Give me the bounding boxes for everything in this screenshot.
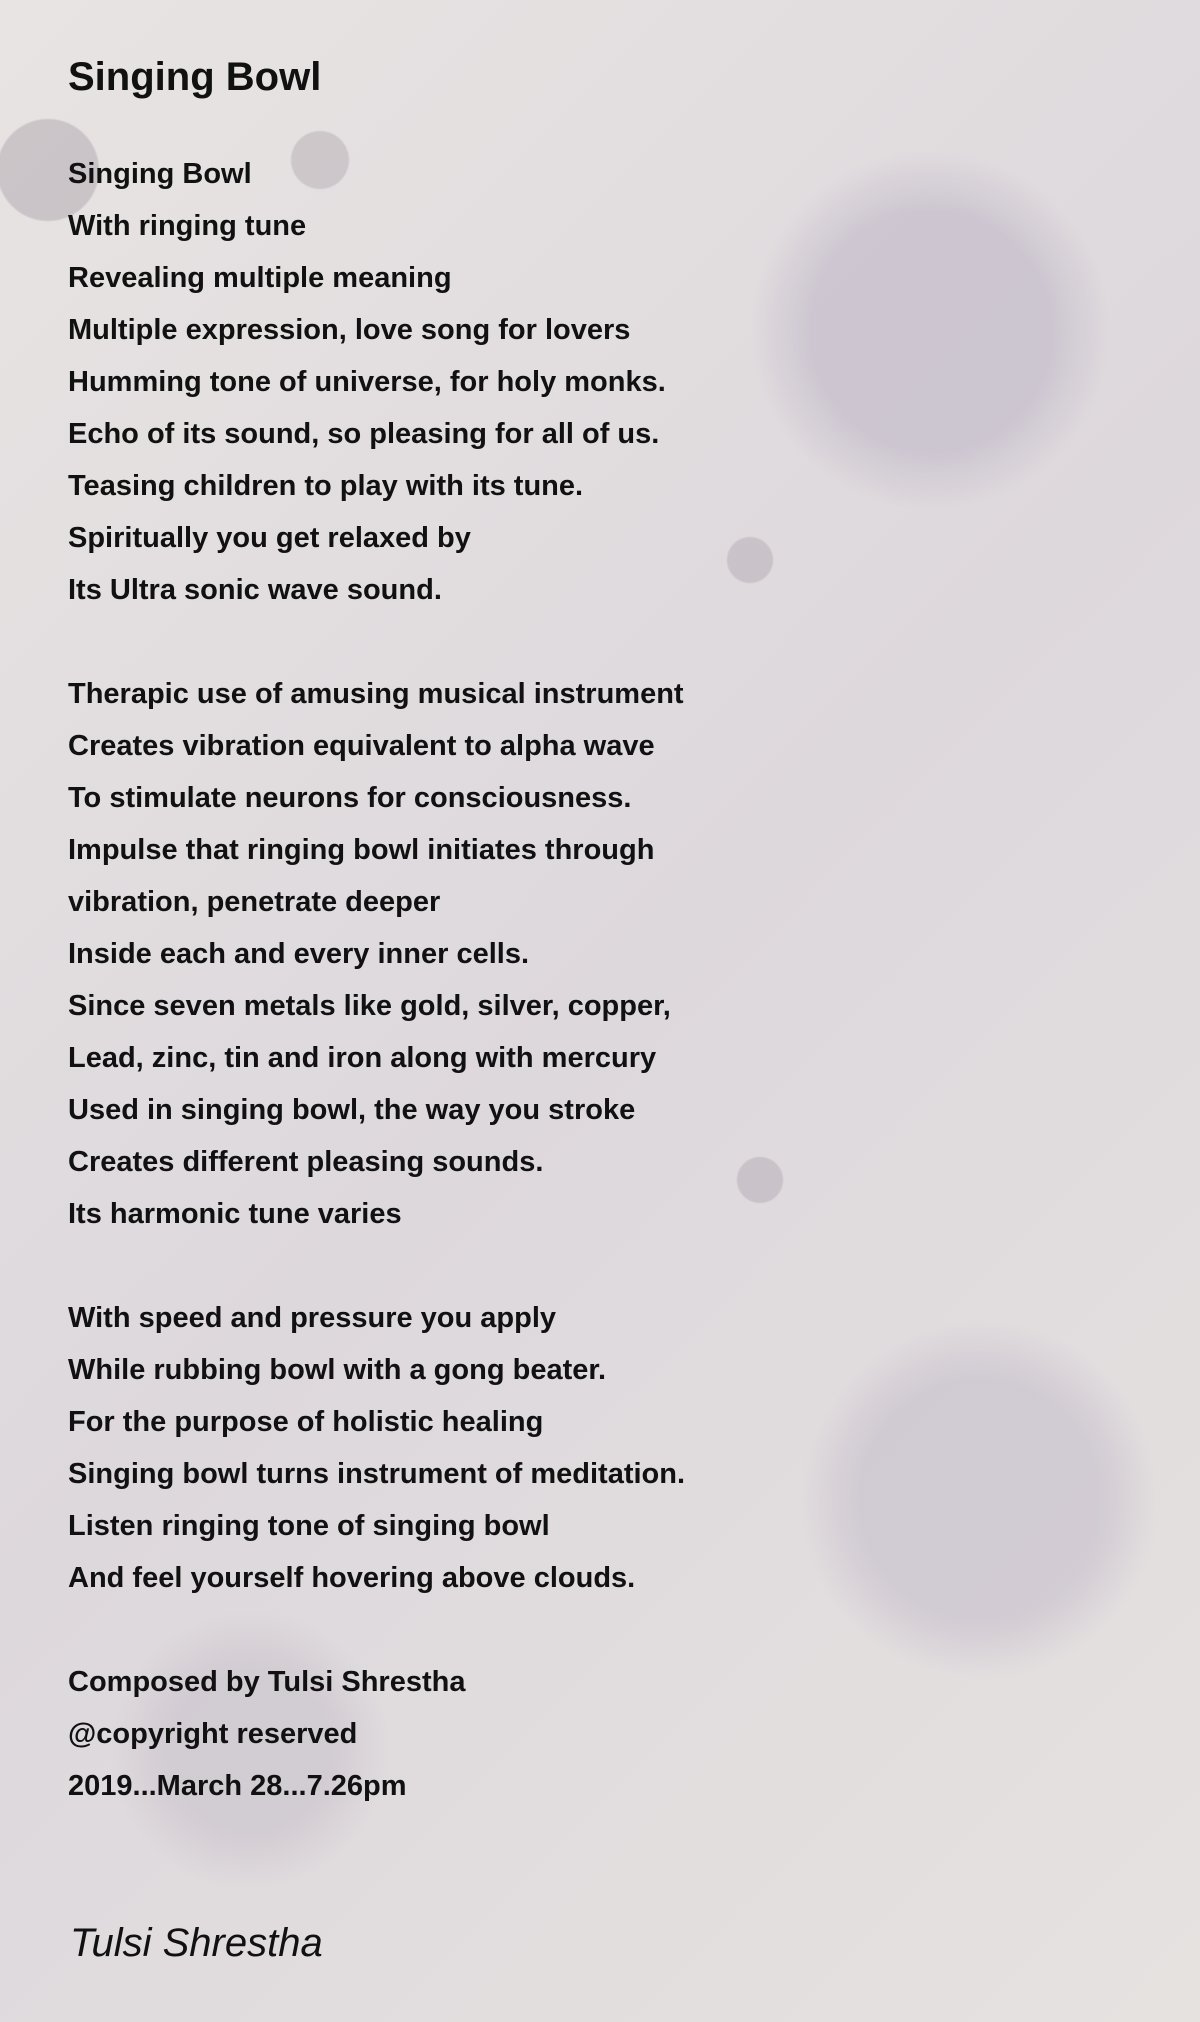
poem-line: Composed by Tulsi Shrestha bbox=[68, 1666, 466, 1698]
poem-line: Its harmonic tune varies bbox=[68, 1198, 402, 1230]
poem-line: Revealing multiple meaning bbox=[68, 262, 452, 294]
poem-line: Singing Bowl bbox=[68, 158, 252, 190]
poem-line: Singing bowl turns instrument of meditation. bbox=[68, 1458, 686, 1490]
poem-line: Its Ultra sonic wave sound. bbox=[68, 574, 442, 606]
poem-line: vibration, penetrate deeper bbox=[68, 886, 441, 918]
stanza-break bbox=[68, 616, 685, 668]
poem-author: Tulsi Shrestha bbox=[70, 1921, 323, 1965]
poem-line: While rubbing bowl with a gong beater. bbox=[68, 1354, 607, 1386]
poem-line: Humming tone of universe, for holy monks. bbox=[68, 366, 666, 398]
poem-line: Teasing children to play with its tune. bbox=[68, 470, 584, 502]
poem-line: @copyright reserved bbox=[68, 1718, 358, 1750]
poem-line: Multiple expression, love song for lovers bbox=[68, 314, 631, 346]
poem-line: To stimulate neurons for consciousness. bbox=[68, 782, 632, 814]
poem-line: Used in singing bowl, the way you stroke bbox=[68, 1094, 636, 1126]
poem-line: Spiritually you get relaxed by bbox=[68, 522, 471, 554]
poem-line: Creates vibration equivalent to alpha wave bbox=[68, 730, 655, 762]
poem-line: Creates different pleasing sounds. bbox=[68, 1146, 544, 1178]
poem-line: For the purpose of holistic healing bbox=[68, 1406, 544, 1438]
poem-line: With speed and pressure you apply bbox=[68, 1302, 557, 1334]
poem-title: Singing Bowl bbox=[68, 55, 322, 99]
poem-line: Listen ringing tone of singing bowl bbox=[68, 1510, 550, 1542]
stanza-break bbox=[68, 1240, 685, 1292]
poem-line: Lead, zinc, tin and iron along with mercury bbox=[68, 1042, 657, 1074]
stanza-break bbox=[68, 1604, 685, 1656]
poem-line: Therapic use of amusing musical instrument bbox=[68, 678, 684, 710]
poem-body bbox=[68, 148, 685, 1812]
poem-line: 2019...March 28...7.26pm bbox=[68, 1770, 407, 1802]
poem-line: And feel yourself hovering above clouds. bbox=[68, 1562, 636, 1594]
poem-line: Since seven metals like gold, silver, copper, bbox=[68, 990, 671, 1022]
poem-line: Impulse that ringing bowl initiates through bbox=[68, 834, 655, 866]
poem-line: Echo of its sound, so pleasing for all of us. bbox=[68, 418, 660, 450]
poem-line: With ringing tune bbox=[68, 210, 307, 242]
poem-line: Inside each and every inner cells. bbox=[68, 938, 529, 970]
